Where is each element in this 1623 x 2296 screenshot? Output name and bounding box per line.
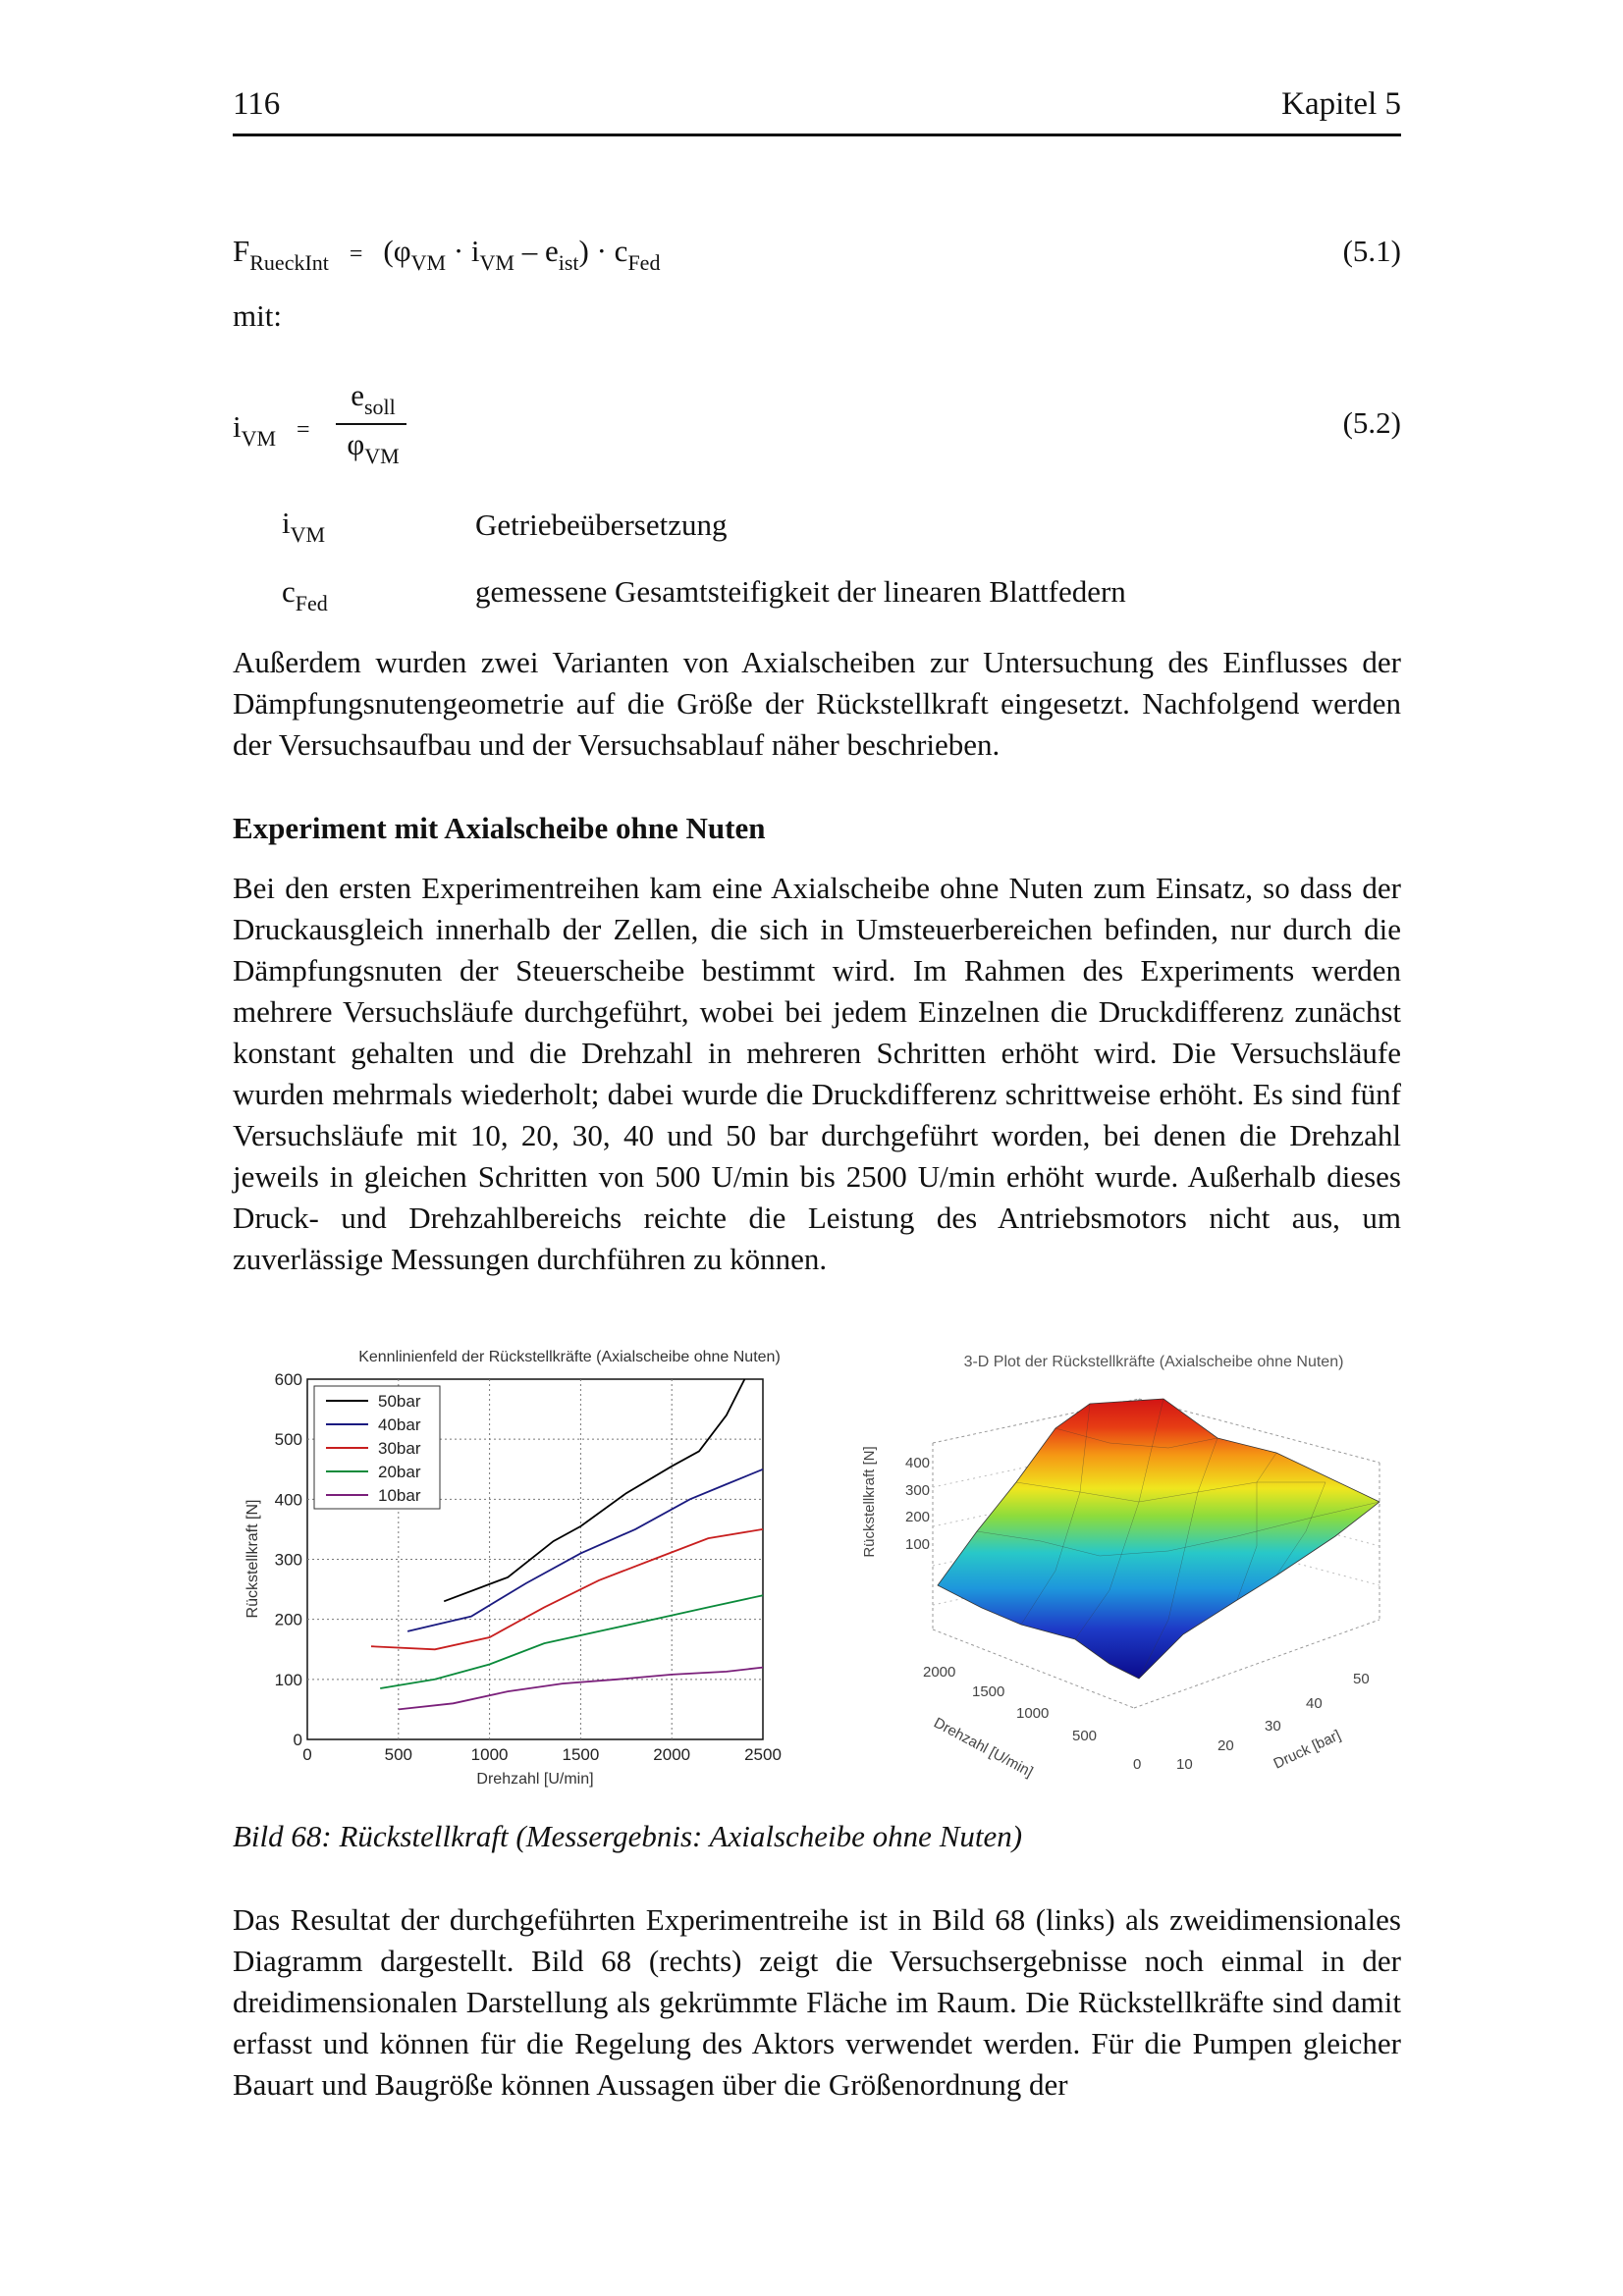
y-tick-label: 200 (274, 1610, 302, 1629)
svg-text:500: 500 (1072, 1728, 1098, 1744)
svg-text:300: 300 (905, 1482, 931, 1499)
legend-label: 50bar (378, 1392, 421, 1411)
svg-text:400: 400 (905, 1455, 931, 1471)
y-tick-label: 600 (274, 1370, 302, 1389)
x-tick-label: 2000 (653, 1745, 691, 1764)
definition-symbol-cfed: $c_{Fed}$ (282, 574, 328, 615)
fraction-bar (336, 423, 406, 425)
surface-y-label: Druck [bar] (1271, 1727, 1344, 1773)
surface-mesh (938, 1399, 1380, 1679)
svg-text:200: 200 (905, 1509, 931, 1525)
surface-plot (844, 1345, 1394, 1801)
x-axis-label: Drehzahl [U/min] (476, 1771, 594, 1788)
x-tick-label: 1500 (562, 1745, 600, 1764)
legend-label: 30bar (378, 1439, 421, 1458)
definition-text-cfed: gemessene Gesamtsteifigkeit der linearen Blattfedern (475, 574, 1126, 609)
legend-label: 40bar (378, 1415, 421, 1434)
y-tick-label: 400 (274, 1490, 302, 1510)
header-rule (233, 133, 1401, 136)
x-tick-label: 500 (384, 1745, 412, 1764)
chart-title: Kennlinienfeld der Rückstellkräfte (Axialscheibe ohne Nuten) (358, 1349, 781, 1365)
surface-x-ticks (923, 1664, 1141, 1773)
definition-text-ivm: Getriebeübersetzung (475, 507, 728, 542)
x-tick-label: 2500 (744, 1745, 782, 1764)
equation-number-5-1: (5.1) (1342, 234, 1401, 268)
surface-title: 3-D Plot der Rückstellkräfte (Axialscheibe ohne Nuten) (963, 1354, 1344, 1370)
surface-z-label: Rückstellkraft [N] (861, 1446, 878, 1558)
definition-symbol-ivm: $i_{VM}$ (282, 506, 326, 547)
svg-text:100: 100 (905, 1536, 931, 1553)
paragraph-1: Außerdem wurden zwei Varianten von Axialscheiben zur Untersuchung des Einflusses der Dämpfungsnutengeometrie auf die Größe der Rückstellkraft eingesetzt. Nachfolgend werden der Versuchsaufbau und der Versuchsablauf näher beschrieben. (233, 645, 1401, 762)
figure-caption: Bild 68: Rückstellkraft (Messergebnis: Axialscheibe ohne Nuten) (233, 1819, 1023, 1853)
svg-text:1500: 1500 (972, 1683, 1005, 1700)
svg-text:2000: 2000 (923, 1664, 956, 1681)
mit-label: mit: (233, 298, 282, 333)
section-heading: Experiment mit Axialscheibe ohne Nuten (233, 811, 766, 845)
svg-text:50: 50 (1353, 1671, 1370, 1687)
y-tick-label: 0 (293, 1731, 302, 1749)
surface-z-ticks (905, 1455, 930, 1553)
paragraph-2: Bei den ersten Experimentreihen kam eine Axialscheibe ohne Nuten zum Einsatz, so dass der Druckausgleich innerhalb der Zellen, die sich in Umsteuerbereichen befinden, nur durch die Dämpfungsnuten der Steuerscheibe bestimmt wird. Im Rahmen des Experiments werden mehrere Versuchsläufe durchgeführt, wobei bei jedem Einzelnen die Druckdifferenz zunächst konstant gehalten und die Drehzahl in mehreren Schritten erhöht wird. Die Versuchsläufe wurden mehrmals wiederholt; dabei wurde die Druckdifferenz schrittweise erhöht. Es sind fünf Versuchsläufe mit 10, 20, 30, 40 und 50 bar durchgeführt worden, bei denen die Drehzahl jeweils in gleichen Schritten von 500 U/min bis 2500 U/min erhöht wurde. Außerhalb dieses Druck- und Drehzahlbereichs reichte die Leistung des Antriebsmotors nicht aus, um zuverlässige Messungen durchführen zu können. (233, 871, 1401, 1276)
legend-label: 20bar (378, 1463, 421, 1481)
svg-text:30: 30 (1265, 1718, 1281, 1735)
equation-5-1: $F_{RueckInt} = (\varphi_{VM} \cdot i_{VM} - e_{ist}) \cdot c_{Fed}$ (233, 234, 661, 275)
y-tick-label: 300 (274, 1550, 302, 1570)
legend (314, 1386, 440, 1509)
surface-x-label: Drehzahl [U/min] (931, 1714, 1036, 1781)
y-axis-label: Rückstellkraft [N] (244, 1499, 261, 1619)
chapter-title: Kapitel 5 (1281, 86, 1401, 122)
y-tick-label: 100 (274, 1670, 302, 1689)
line-chart (236, 1340, 805, 1801)
legend-label: 10bar (378, 1486, 421, 1505)
y-tick-label: 500 (274, 1430, 302, 1450)
svg-text:0: 0 (1133, 1756, 1142, 1773)
svg-text:40: 40 (1306, 1695, 1323, 1712)
svg-text:1000: 1000 (1016, 1705, 1050, 1722)
svg-text:10: 10 (1176, 1756, 1193, 1773)
svg-text:20: 20 (1217, 1737, 1234, 1754)
x-tick-label: 0 (302, 1745, 312, 1764)
equation-5-2-denominator: $\varphi_{VM}$ (347, 427, 400, 468)
equation-number-5-2: (5.2) (1342, 405, 1401, 440)
paragraph-3: Das Resultat der durchgeführten Experimentreihe ist in Bild 68 (links) als zweidimensionales Diagramm dargestellt. Bild 68 (rechts) zeigt die Versuchsergebnisse noch einmal in der dreidimensionalen Darstellung als gekrümmte Fläche im Raum. Die Rückstellkräfte sind damit erfasst und können für die Regelung des Aktors verwendet werden. Für die Pumpen gleicher Bauart und Baugröße können Aussagen über die Größenordnung der (233, 1902, 1401, 2102)
equation-5-2-lhs: $i_{VM}$ = (233, 409, 310, 451)
page-number: 116 (233, 86, 281, 122)
x-tick-label: 1000 (470, 1745, 509, 1764)
equation-5-2-numerator: $e_{soll}$ (351, 378, 396, 419)
